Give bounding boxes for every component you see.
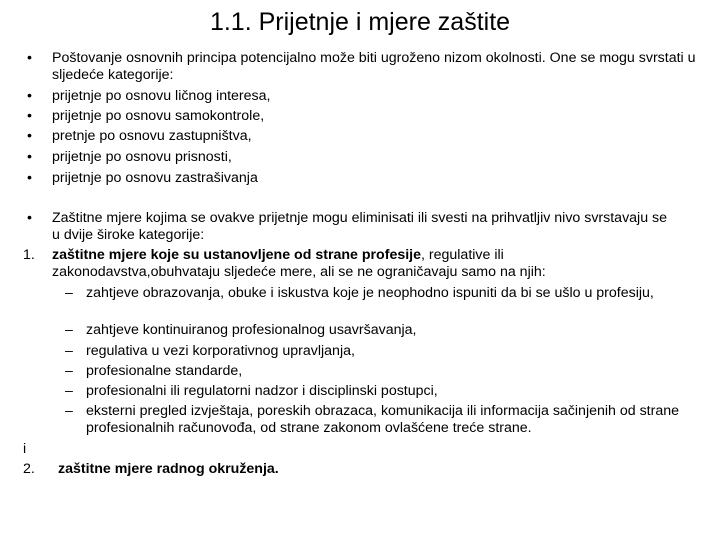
safeguard-subitem: profesionalne standarde, [86, 363, 243, 379]
safeguard-subitem: regulativa u vezi korporativnog upravljanja, [86, 343, 355, 359]
safeguard-subitem: zahtjeve kontinuiranog profesionalnog usavršavanja, [86, 322, 417, 338]
bullet-marker: • [27, 88, 32, 104]
list-number: 1. [23, 247, 35, 263]
dash-marker: – [65, 383, 73, 399]
threat-item: prijetnje po osnovu samokontrole, [52, 108, 265, 124]
threats-intro: Poštovanje osnovnih principa potencijalno može biti ugroženo nizom okolnosti. One se mogu svrstati u sljedeće kategorije: [52, 50, 696, 83]
bullet-marker: • [27, 210, 32, 226]
bullet-marker: • [27, 128, 32, 144]
dash-marker: – [65, 363, 73, 379]
safeguard-item-rest: , regulative ili zakonodavstva,obuhvataju sljedeće mere, ali se ne ograničavaju samo na njih: [52, 247, 546, 280]
threat-item: prijetnje po osnovu prisnosti, [52, 149, 232, 165]
bullet-marker: • [27, 50, 32, 66]
connector-text: i [23, 441, 27, 457]
safeguard-item-profession [52, 247, 657, 280]
dash-marker: – [65, 403, 73, 419]
threat-item: prijetnje po osnovu ličnog interesa, [52, 88, 271, 104]
safeguard-subitem: profesionalni ili regulatorni nadzor i disciplinski postupci, [86, 383, 438, 399]
safeguard-subitem: eksterni pregled izvještaja, poreskih obrazaca, komunikacija ili informacija sačinjenih od strane profesionalnih računovođa, od strane zakonom ovlašćene treće strane. [86, 403, 680, 436]
bullet-marker: • [27, 170, 32, 186]
dash-marker: – [65, 285, 73, 301]
threat-item: prijetnje po osnovu zastrašivanja [52, 170, 258, 186]
safeguard-item-bold: zaštitne mjere koje su ustanovljene od strane profesije [52, 247, 421, 263]
slide-title: 1.1. Prijetnje i mjere zaštite [209, 8, 511, 36]
dash-marker: – [65, 343, 73, 359]
bullet-marker: • [27, 108, 32, 124]
list-number: 2. [23, 461, 35, 477]
safeguard-item-work-environment: zaštitne mjere radnog okruženja. [58, 461, 279, 477]
dash-marker: – [65, 322, 73, 338]
safeguards-intro: Zaštitne mjere kojima se ovakve prijetnje mogu eliminisati ili svesti na prihvatljiv nivo svrstavaju se u dvije široke kategorije: [52, 210, 668, 243]
safeguard-subitem: zahtjeve obrazovanja, obuke i iskustva koje je neophodno ispuniti da bi se ušlo u profesiju, [86, 285, 654, 301]
threat-item: pretnje po osnovu zastupništva, [52, 128, 252, 144]
bullet-marker: • [27, 149, 32, 165]
